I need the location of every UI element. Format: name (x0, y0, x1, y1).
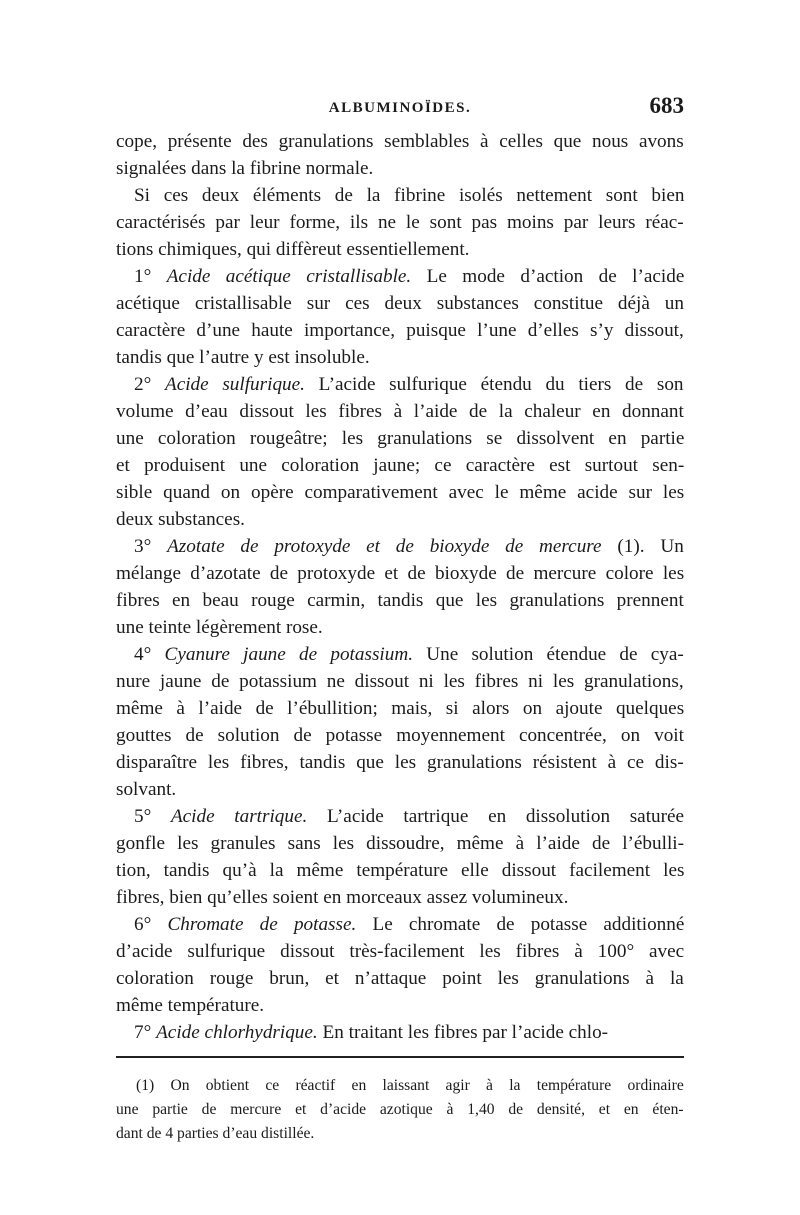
text-line: volume d’eau dissout les fibres à l’aide de la chaleur en donnant (116, 401, 684, 422)
text-line: coloration rouge brun, et n’attaque point les granulations à la (116, 968, 684, 989)
footnote (116, 1074, 684, 1146)
text-line: une coloration rougeâtre; les granulations se dissolvent en partie (116, 428, 685, 449)
text-line: deux substances. (116, 509, 245, 530)
footnote-line: (1) On obtient ce réactif en laissant agir à la température ordinaire (136, 1077, 684, 1094)
reagent-term: Azotate de protoxyde et de bioxyde de mercure (167, 536, 602, 557)
text-line: solvant. (116, 779, 177, 800)
reagent-term: Acide chlorhydrique. (156, 1022, 318, 1043)
text-line (116, 911, 684, 938)
line-text: (1). Un (601, 536, 684, 557)
text-line: tions chimiques, qui diffèreut essentiellement. (116, 239, 470, 260)
text-line: et produisent une coloration jaune; ce caractère est surtout sen- (116, 455, 685, 476)
footnote-rule (116, 1056, 684, 1058)
line-text: En traitant les fibres par l’acide chlo- (317, 1022, 609, 1043)
page-number: 683 (649, 93, 684, 118)
reagent-term: Cyanure jaune de potassium. (164, 644, 413, 665)
text-line (116, 371, 684, 398)
reagent-term: Acide acétique cristallisable. (166, 266, 412, 287)
item-number: 5° (134, 806, 152, 827)
text-line (116, 1019, 684, 1046)
line-text: Le mode d’action de l’acide (411, 266, 685, 287)
text-line: fibres en beau rouge carmin, tandis que les granulations prennent (116, 590, 684, 611)
item-number: 7° (134, 1022, 152, 1043)
text-line: même température. (116, 995, 265, 1016)
reagent-term: Chromate de potasse. (167, 914, 357, 935)
text-line (116, 263, 684, 290)
item-number: 2° (134, 374, 152, 395)
text-line (116, 641, 684, 668)
text-line: sible quand on opère comparativement avec le même acide sur les (116, 482, 685, 503)
text-line: d’acide sulfurique dissout très-facilement les fibres à 100° avec (116, 941, 685, 962)
text-line (116, 533, 684, 560)
item-number: 4° (134, 644, 152, 665)
text-line: gonfle les granules sans les dissoudre, même à l’aide de l’ébulli- (116, 833, 684, 854)
text-line: nure jaune de potassium ne dissout ni les fibres ni les granulations, (116, 671, 684, 692)
reagent-term: Acide tartrique. (170, 806, 308, 827)
line-text: L’acide sulfurique étendu du tiers de son (304, 374, 684, 395)
text-line: cope, présente des granulations semblables à celles que nous avons (116, 131, 684, 152)
item-number: 1° (134, 266, 152, 287)
reagent-term: Acide sulfurique. (164, 374, 305, 395)
running-title: ALBUMINOÏDES. (328, 100, 472, 116)
text-line: signalées dans la fibrine normale. (116, 158, 374, 179)
text-line: tandis que l’autre y est insoluble. (116, 347, 370, 368)
text-line: une teinte légèrement rose. (116, 617, 323, 638)
text-line: Si ces deux éléments de la fibrine isolés nettement sont bien (134, 185, 685, 206)
text-line: fibres, bien qu’elles soient en morceaux assez volumineux. (116, 887, 569, 908)
text-line: même à l’aide de l’ébullition; mais, si alors on ajoute quelques (116, 698, 685, 719)
text-line: gouttes de solution de potasse moyennement concentrée, on voit (116, 725, 684, 746)
text-line: tion, tandis qu’à la même température elle dissout facilement les (116, 860, 685, 881)
text-line: acétique cristallisable sur ces deux substances constitue déjà un (116, 293, 684, 314)
line-text: Le chromate de potasse additionné (356, 914, 685, 935)
text-line: mélange d’azotate de protoxyde et de bioxyde de mercure colore les (116, 563, 685, 584)
footnote-line: une partie de mercure et d’acide azotique à 1,40 de densité, et en éten- (116, 1101, 684, 1118)
text-line: disparaître les fibres, tandis que les granulations résistent à ce dis- (116, 752, 684, 773)
item-number: 3° (134, 536, 152, 557)
body-text (116, 128, 684, 1046)
footnote-line: dant de 4 parties d’eau distillée. (116, 1125, 315, 1142)
text-line: caractérisés par leur forme, ils ne le sont pas moins par leurs réac- (116, 212, 684, 233)
item-number: 6° (134, 914, 152, 935)
line-text: Une solution étendue de cya- (413, 644, 684, 665)
text-line: caractère d’une haute importance, puisque l’une d’elles s’y dissout, (116, 320, 684, 341)
line-text: L’acide tartrique en dissolution saturée (307, 806, 685, 827)
text-line (116, 803, 684, 830)
page-header (116, 92, 684, 122)
